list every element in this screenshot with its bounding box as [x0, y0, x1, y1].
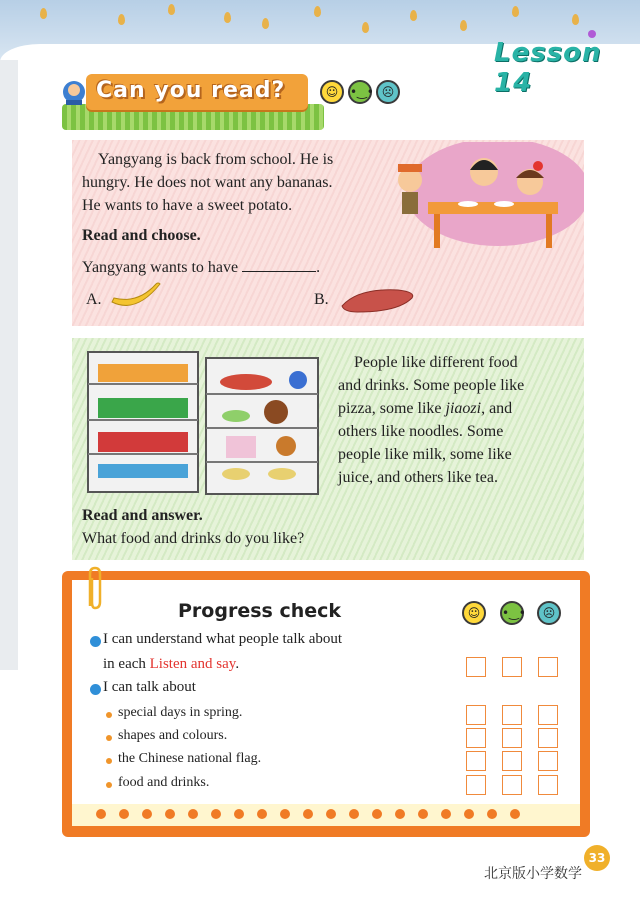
decorative-dot	[487, 809, 497, 819]
reading2-line: People like different food	[354, 354, 518, 371]
sub-bullet-icon	[106, 782, 112, 788]
reading2-line	[338, 397, 578, 420]
progress-item-2: I can talk about	[103, 679, 196, 695]
paperclip-icon	[84, 566, 104, 612]
self-check-box[interactable]	[538, 705, 558, 725]
bullet-icon	[90, 684, 101, 695]
decorative-dot	[395, 809, 405, 819]
reading2-line: others like noodles. Some	[338, 423, 504, 440]
self-check-box[interactable]	[466, 751, 486, 771]
reading2-line: people like milk, some like	[338, 446, 512, 463]
raindrop-icon	[460, 20, 467, 31]
self-check-box[interactable]	[538, 728, 558, 748]
self-check-box[interactable]	[466, 705, 486, 725]
raindrop-icon	[168, 4, 175, 15]
reading2-line: and drinks. Some people like	[338, 377, 525, 394]
sad-face-icon: ☹	[537, 601, 561, 625]
lesson-title: Lesson 14	[494, 38, 602, 98]
raindrop-icon	[314, 6, 321, 17]
progress-subitem: special days in spring.	[118, 705, 243, 720]
neutral-face-icon: •‿•	[348, 80, 372, 104]
decorative-dot	[119, 809, 129, 819]
happy-face-icon: ☺	[320, 80, 344, 104]
reading1-question-end: .	[316, 259, 321, 276]
sweet-potato-icon[interactable]	[338, 284, 418, 316]
sub-bullet-icon	[106, 712, 112, 718]
progress-subitem: food and drinks.	[118, 775, 210, 790]
reading1-question-text: Yangyang wants to have	[82, 259, 239, 276]
self-check-box[interactable]	[466, 728, 486, 748]
self-check-box[interactable]	[502, 751, 522, 771]
reading2-line3-pre: pizza, some like	[338, 400, 446, 417]
pin-dot-icon	[588, 30, 596, 38]
decorative-dot	[280, 809, 290, 819]
reading2-instruction: Read and answer.	[82, 507, 203, 524]
bullet-icon	[90, 636, 101, 647]
progress-item-1-post: .	[235, 656, 240, 672]
raindrop-icon	[262, 18, 269, 29]
raindrop-icon	[224, 12, 231, 23]
reading1-line: hungry. He does not want any bananas.	[82, 174, 333, 191]
self-check-box[interactable]	[502, 657, 522, 677]
children-eating-illustration	[388, 142, 584, 252]
progress-item-1-line1: I can understand what people talk about	[103, 631, 343, 647]
self-check-box[interactable]	[466, 657, 486, 677]
reading2-line: juice, and others like tea.	[338, 469, 498, 486]
option-a-label[interactable]: A.	[86, 291, 102, 308]
page-number: 33	[584, 845, 610, 871]
decorative-dot	[303, 809, 313, 819]
happy-face-icon: ☺	[462, 601, 486, 625]
decorative-dot	[96, 809, 106, 819]
reading1-line: Yangyang is back from school. He is	[98, 151, 334, 168]
listen-and-say-link: Listen and say	[149, 656, 236, 672]
food-shelves-illustration	[86, 350, 324, 496]
decorative-dot	[211, 809, 221, 819]
neutral-face-icon: •‿•	[500, 601, 524, 625]
raindrop-icon	[362, 22, 369, 33]
decorative-dot	[142, 809, 152, 819]
decorative-dot	[372, 809, 382, 819]
sub-bullet-icon	[106, 735, 112, 741]
reading2-paragraph	[338, 351, 578, 489]
decorative-dot	[188, 809, 198, 819]
progress-item-1-line2	[103, 656, 239, 673]
self-check-box[interactable]	[538, 775, 558, 795]
decorative-dot	[326, 809, 336, 819]
decorative-dot	[441, 809, 451, 819]
self-check-box[interactable]	[502, 775, 522, 795]
sub-bullet-icon	[106, 758, 112, 764]
progress-subitem: shapes and colours.	[118, 728, 228, 743]
section-title: Can you read?	[96, 78, 286, 103]
progress-subitem: the Chinese national flag.	[118, 751, 262, 766]
reading1-paragraph	[82, 148, 402, 217]
reading1-instruction: Read and choose.	[82, 227, 201, 244]
self-check-box[interactable]	[538, 657, 558, 677]
raindrop-icon	[410, 10, 417, 21]
reading2-question: What food and drinks do you like?	[82, 530, 305, 547]
sad-face-icon: ☹	[376, 80, 400, 104]
progress-check-title: Progress check	[178, 600, 342, 622]
left-page-margin	[0, 60, 18, 670]
raindrop-icon	[118, 14, 125, 25]
decorative-dot	[464, 809, 474, 819]
decorative-dot	[418, 809, 428, 819]
decorative-dot	[234, 809, 244, 819]
self-check-box[interactable]	[502, 705, 522, 725]
raindrop-icon	[512, 6, 519, 17]
decorative-dot	[165, 809, 175, 819]
decorative-dot	[257, 809, 267, 819]
banana-icon[interactable]	[108, 280, 164, 314]
decorative-dot	[510, 809, 520, 819]
progress-item-1-pre: in each	[103, 656, 150, 672]
raindrop-icon	[572, 14, 579, 25]
self-check-box[interactable]	[538, 751, 558, 771]
reading1-question	[82, 256, 320, 279]
reading1-line: He wants to have a sweet potato.	[82, 197, 293, 214]
decorative-dot	[349, 809, 359, 819]
option-b-label[interactable]: B.	[314, 291, 329, 308]
watermark-text: 北京版小学数学	[484, 866, 582, 882]
answer-blank[interactable]	[242, 257, 316, 272]
self-check-box[interactable]	[502, 728, 522, 748]
raindrop-icon	[40, 8, 47, 19]
self-check-box[interactable]	[466, 775, 486, 795]
reading2-italic-word: jiaozi	[445, 400, 482, 417]
reading2-line3-post: , and	[481, 400, 513, 417]
mascot-icon	[60, 76, 88, 106]
